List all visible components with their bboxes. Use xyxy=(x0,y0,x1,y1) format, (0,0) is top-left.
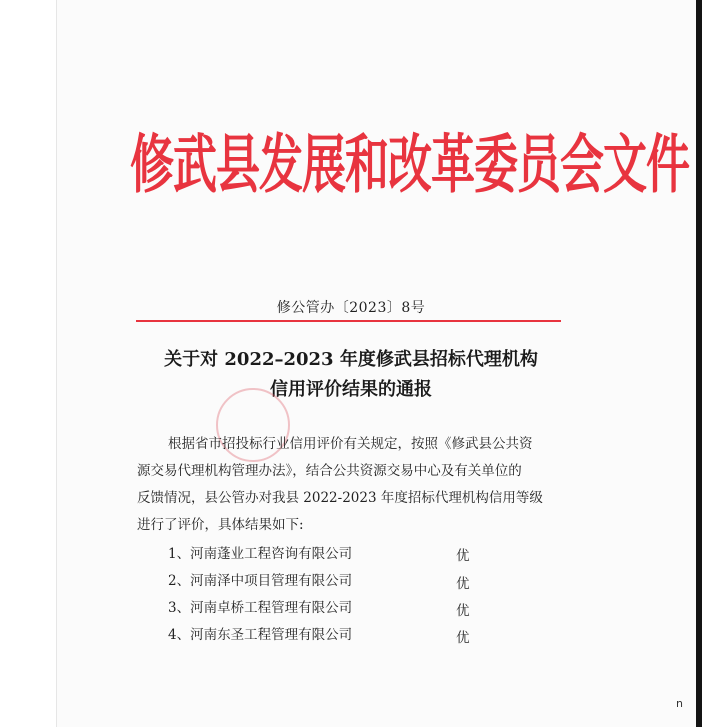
company-name: 河南蓬业工程咨询有限公司 xyxy=(190,546,353,562)
result-index: 1、 xyxy=(168,546,191,562)
paragraph-line: 源交易代理机构管理办法》，结合公共资源交易中心及有关单位的 xyxy=(137,463,522,479)
result-grade: 优 xyxy=(456,630,470,646)
notice-title-line-2: 信用评价结果的通报 xyxy=(270,379,432,400)
result-grade: 优 xyxy=(456,576,470,592)
result-index: 2、 xyxy=(168,573,191,589)
paragraph-line: 进行了评价，具体结果如下: xyxy=(137,517,304,533)
document-header-title: 修武县发展和改革委员会文件 xyxy=(130,128,689,203)
result-row-company xyxy=(168,596,352,616)
document-number: 修公管办〔2023〕8号 xyxy=(276,300,426,316)
result-grade: 优 xyxy=(456,548,470,564)
company-name: 河南泽中项目管理有限公司 xyxy=(190,573,353,589)
result-grade: 优 xyxy=(456,603,470,619)
red-divider-line xyxy=(136,320,561,322)
company-name: 河南东圣工程管理有限公司 xyxy=(190,627,353,643)
result-index: 4、 xyxy=(168,627,191,643)
company-name: 河南卓桥工程管理有限公司 xyxy=(190,600,353,616)
result-index: 3、 xyxy=(168,600,191,616)
paragraph-line: 根据省市招投标行业信用评价有关规定，按照《修武县公共资 xyxy=(168,436,533,452)
result-row-company xyxy=(168,569,352,589)
result-row-company xyxy=(168,623,352,643)
edge-mark: n xyxy=(676,697,683,710)
paragraph-line: 反馈情况，县公管办对我县 2022-2023 年度招标代理机构信用等级 xyxy=(137,490,543,506)
notice-title-line-1: 关于对 2022–2023 年度修武县招标代理机构 xyxy=(164,349,538,370)
result-row-company xyxy=(168,542,352,562)
